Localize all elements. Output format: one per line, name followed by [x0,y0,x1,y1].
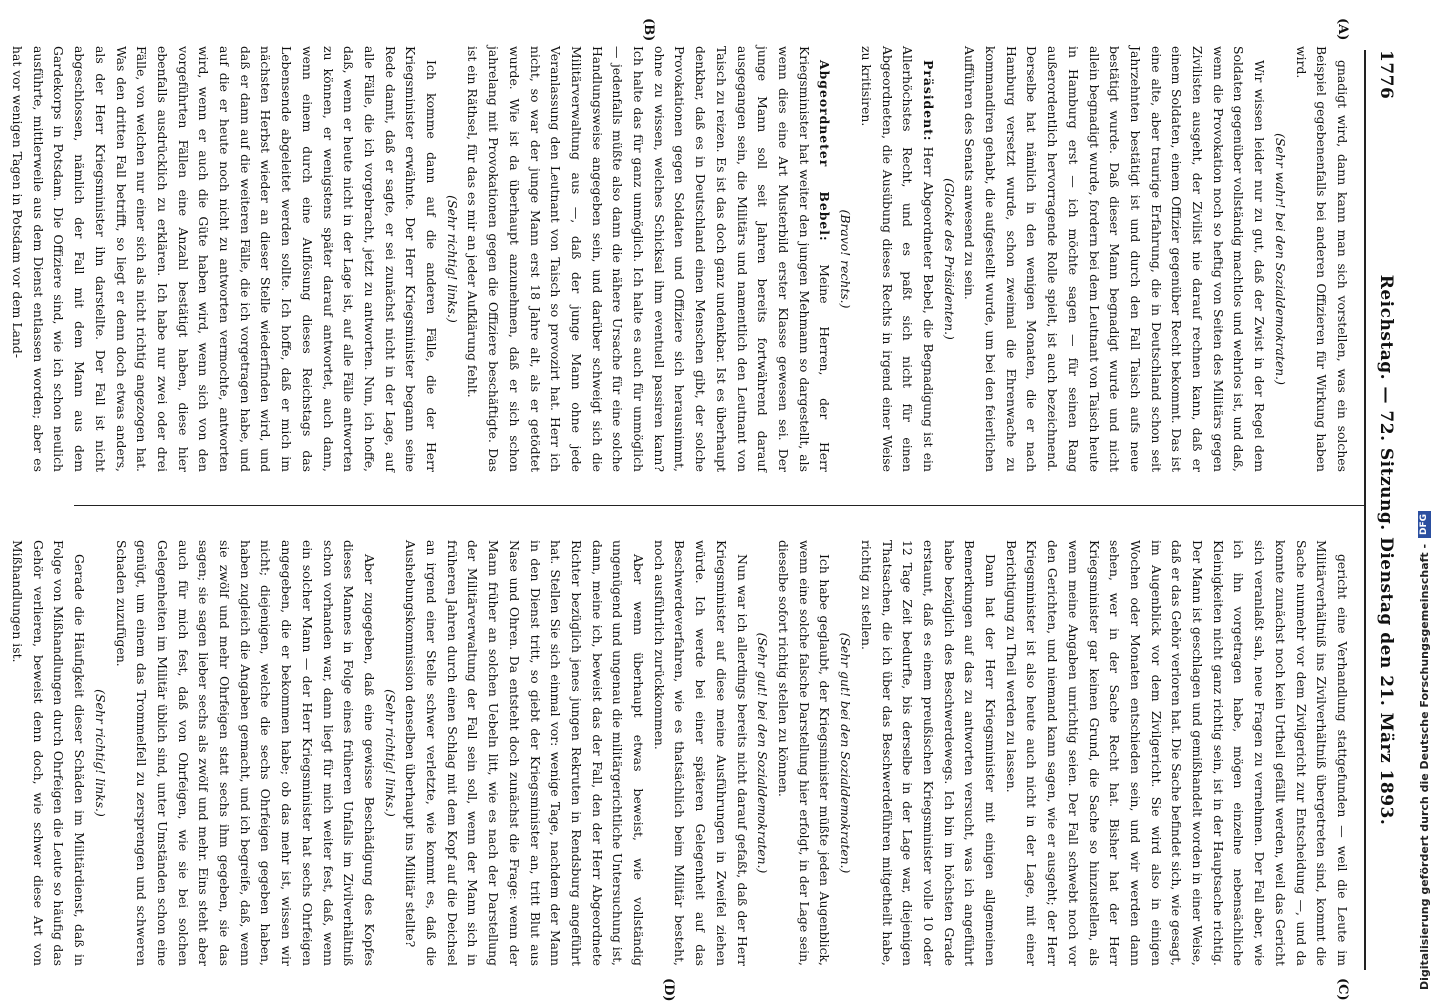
paragraph: gericht eine Verhandlung stattgefunden — weil die Leute im Militärverhältniß ins Zivilverhältniß übergetreten sind, kommt die Sache nunmehr vor dem Zivilgericht zur Entscheidung —, und da konnte zunächst noch kein Urtheil gefällt werden, weil das Gericht sich veranlaßt sah, neue Fragen zu vernehmen. Der Fall aber, wie ich ihn vorgetragen habe, mögen einzelne nebensächliche Kleinigkeiten nicht ganz richtig sein, ist in der Hauptsache richtig. Der Mann ist geschlagen und gemißhandelt worden in einer Weise, daß er das Gehör verloren hat. Die Sache befindet sich, wie gesagt, im Augenblick vor dem Zivilgericht. Sie wird also in einigen Wochen oder Monaten entschieden sein, und wir werden dann sehen, wer in der Sache Recht hat. Bisher hat der Herr Kriegsminister gar keinen Grund, die Sache so hinzustellen, als wenn meine Angaben unrichtig seien. Der Fall schwebt noch vor den Gerichten, und niemand kann sagen, wie er ausgeht; der Herr Kriegsminister ist also heute auch nicht in der Lage, mit einer Berichtigung zu Theil werden zu lassen. [1003,540,1350,966]
interjection-note: (Sehr gut! bei den Sozialdemokraten.) [755,632,771,874]
paragraph-text: Herr Abgeordneter Bebel, die Begnadigung ist ein Allerhöchstes Recht, und es paßt sich nicht für einen Abgeordneten, die Ausübung dieses Rechts in irgend einer Weise zu kritisiren. [858,46,936,472]
page-header [1366,50,1402,970]
paragraph-text: Meine Herren, der Herr Kriegsminister hat weiter den jungen Mehmann so dargestellt, als wenn dies eine Art Musterbild erster Klasse gewesen sei. Der junge Mann soll seit Jahren bereits fortwährend darauf ausgegangen sein, die Militärs und namentlich den Leutnant von Taisch zu reizen. Es ist das doch ganz undenkbar. Ist es überhaupt denkbar, daß es in Deutschland einen Menschen gibt, der solche Provokationen gegen Soldaten und Offiziere sich herausnimmt, ohne zu wissen, welches Schicksal ihm eventuell passiren kann? Ich halte das für ganz unmöglich. Ich halte es auch für unmöglich — jedenfalls müßte also dann die nähere Ursache für eine solche Handlungsweise angegeben sein, und darüber schweigt sich die Militärverwaltung aus —, daß der junge Mann ohne jede Veranlassung den Leutnant von Taisch so provozirt hat. Herr ich nicht, so war der junge Mann erst 18 Jahre alt, als er getödtet wurde. Wie ist da überhaupt anzunehmen, daß er sich schon jahrelang mit Provokationen gegen die Offiziere beschäftigte. Das ist ein Räthsel, für das es mir an jeder Aufklärung fehlt. [465,46,833,472]
credit-text: Digitalisierung gefördert durch die Deutsche Forschungsgemeinschaft - [1418,543,1431,990]
margin-marker-d: (D) [661,978,676,1002]
paragraph: Dann hat der Herr Kriegsminister mit einigen allgemeinen Bemerkungen auf das zu antworten versucht, was ich angeführt habe bezüglich des Beschwerdewegs. Ich bin im höchsten Grade erstaunt, daß es einem preußischen Kriegsminister volle 10 oder 12 Tage Zeit bedurfte, bis derselbe in der Lage war, diejenigen Thatsachen, die ich über das Beschwerdeführen mitgetheilt habe, richtig zu stellen. [858,540,999,966]
margin-marker-c: (C) [1335,978,1350,1001]
page-number: 1776 [1376,50,1396,100]
paragraph [462,46,835,472]
paragraph: Aber zugegeben, daß eine gewisse Beschädigung des Kopfes dieses Mannes in Folge eines früheren Unfalls im Zivilverhältniß schon vorhanden war, dann liegt für mich weiter fest, daß, wenn ein solcher Mann — der Herr Kriegsminister hat sechs Ohrfeigen angegeben, die er bekommen habe; ob das mehr ist, wissen wir nicht; diejenigen, welche die sechs Ohrfeigen gegeben haben, haben zugleich die Angaben gemacht, und ich begreife, daß, wenn sie zwölf und mehr Ohrfeigen statt sechs ihm gegeben, sie das sagen; sie sagen lieber sechs als zwölf und mehr. Eins steht aber auch für mich fest, daß von Ohrfeigen, wie sie bei solchen Gelegenheiten im Militär üblich sind, unter Umständen schon eine genügt, um einem das Trommelfell zu zersprengen und schweren Schaden zuzufügen. [113,540,377,966]
paragraph: Gerade die Häufigkeit dieser Schäden im Militärdienst, daß in Folge von Mißhandlungen durch Ohrfeigen die Leute so häufig das Gehör verlieren, beweist denn doch, wie schwer diese Art von Mißhandlungen ist. [10,540,88,966]
right-column [10,540,1352,966]
interjection-note: (Sehr richtig! links.) [444,195,460,323]
running-head: Reichstag. — 72. Sitzung. Dienstag den 21. März 1893. [1376,274,1396,826]
paragraph: gnadigt wird, dann kann man sich vorstellen, was ein solches Beispiel gegebenenfalls bei anderen Offizieren für Wirkung haben wird. [1293,46,1350,472]
paragraph: Nun war ich allerdings bereits nicht darauf gefaßt, daß der Herr Kriegsminister auf diese meine Ausführungen in Zweifel ziehen würde. Ich werde bei einer späteren Gelegenheit auf das Beschwerdeverfahren, wie es thatsächlich beim Militär besteht, noch ausführlich zurückkommen. [651,540,750,966]
header-rule [1364,50,1366,970]
paragraph: Wir wissen leider nur zu gut, daß der Zwist in der Regel dem Soldaten gegenüber vollständig machtlos und wehrlos ist, und daß, wenn die Provokation noch so heftig von Seiten des Militärs gegen Zivilisten ausgeht, der Zivilist nie darauf rechnen kann, daß er einem Soldaten, einem Offizier gegenüber Recht bekommt. Das ist eine alte, aber traurige Erfahrung, die in Deutschland schon seit Jahrzehnten bestätigt ist und durch den Fall Taisch aufs neue bestätigt wurde. Daß dieser Mann begnadigt wurde und nicht allein begnadigt wurde, fordern bei dem Leutnant von Taisch heute in Hamburg erst — ich möchte sagen — für seinen Rang außerordentlich hervorragende Rolle spielt, ist auch bezeichnend. Derselbe hat nämlich in den wenigen Monaten, die er nach Hamburg versetzt wurde, schon zweimal die Ehrenwache zu kommandiren gehabt, die aufgestellt wurde, um bei den feierlichen Aufführen des Senats anwesend zu sein. [962,46,1268,472]
interjection-note: (Sehr richtig! links.) [382,689,398,817]
dfg-logo: DFG [1418,511,1431,538]
speaker-name: Präsident: [920,60,936,142]
interjection-note: (Bravo! rechts.) [838,209,854,309]
interjection-note: (Sehr gut! bei den Sozialdemokraten.) [838,632,854,874]
interjection-note: (Sehr wahr! bei den Sozialdemokraten.) [1272,133,1288,385]
digitization-credit [1416,0,1432,1000]
margin-marker-b: (B) [641,18,656,42]
paragraph [855,46,938,472]
left-column [10,46,1352,472]
interjection-note: (Glocke des Präsidenten.) [941,178,957,340]
speaker-name: Abgeordneter Bebel: [817,60,833,242]
column-divider [74,505,1364,506]
margin-marker-a: (A) [1335,18,1350,41]
paragraph: Ich komme dann auf die anderen Fälle, die der Herr Kriegsminister erwähnte. Der Herr Kriegsminister begann seine Rede damit, daß er sagte, er sei zunächst nicht in der Lage, auf alle Fälle, die ich vorgebracht, jetzt zu antworten. Nun, ich hoffe, daß, wenn er heute nicht in der Lage ist, auf alle Fälle antworten zu können, er wenigstens später darauf antwortet, auch dann, wenn einem durch eine Auflösung dieses Reichstags das Lebensende abgeleitet werden sollte. Ich hoffe, daß er mich im nächsten Herbst wieder an dieser Stelle wiederfinden wird, und daß er dann auf die weiteren Fälle, die ich vorgetragen habe, und auf die er heute noch nicht zu antworten vermochte, antworten wird, wenn er auch die Güte haben wird, wenn sich von den vorgeführten Fällen eine Anzahl bestätigt haben, diese hier ebenfalls ausdrücklich zu erklären. Ich habe nur zwei oder drei Fälle, von welchen nur einer sich als nicht richtig angezogen hat. Was den dritten Fall betrifft, so liegt er denn doch etwas anders, als der Herr Kriegsminister ihn darstellte. Der Fall ist nicht abgeschlossen, nämlich der Fall mit dem Mann aus dem Gardekorps in Potsdam. Die Offiziere sind, wie ich schon neulich ausführte, mittlerweile aus dem Dienst entlassen worden; aber es hat vor wenigen Tagen in Potsdam vor dem Land- [10,46,440,472]
paragraph: Aber wenn überhaupt etwas beweist, wie vollständig ungenügend und ungenau die militärgerichtliche Untersuchung ist, dann, meine ich, beweist das der Fall, den der Herr Abgeordnete Richter bezüglich jenes jungen Rekruten in Rendsburg angeführt hat. Stellen Sie sich einmal vor: wenige Tage, nachdem der Mann in den Dienst tritt, so giebt der Kriegsminister an, tritt Blut aus Nase und Ohren. Da entsteht doch zunächst die Frage: wenn der Mann früher an solchen Uebeln litt, wie es nach der Darstellung der Militärverwaltung der Fall sein soll, wenn der Mann sich in früheren Jahren durch einen Schlag mit dem Kopf auf die Deichsel an irgend einer Stelle schwer verletzte, wie kommt es, daß die Aushebungskommission denselben überhaupt ins Militär stellte? [403,540,647,966]
paragraph: Ich habe geglaubt, der Kriegsminister müßte jeden Augenblick, wenn eine solche falsche Darstellung hier erfolgt, in der Lage sein, dieselbe sofort richtig stellen zu können. [776,540,833,966]
interjection-note: (Sehr richtig! links.) [92,689,108,817]
